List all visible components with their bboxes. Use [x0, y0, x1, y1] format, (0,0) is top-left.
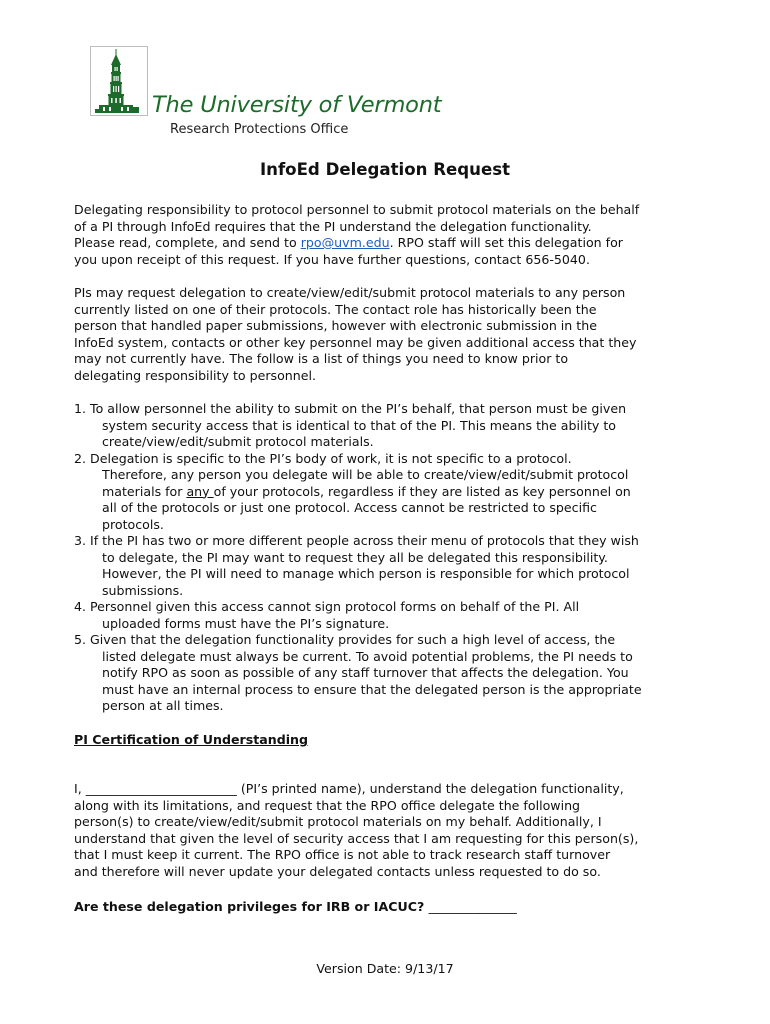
- certification-line: understand that given the level of security access that I am requesting for this person(s),: [74, 830, 639, 846]
- paragraph-line: person that handled paper submissions, however with electronic submission in the: [74, 318, 597, 333]
- answer-blank[interactable]: ______________: [428, 899, 517, 914]
- paragraph-line: may not currently have. The follow is a list of things you need to know prior to: [74, 351, 569, 366]
- delegation-paragraph: [74, 285, 704, 384]
- paragraph-line: currently listed on one of their protocols. The contact role has historically been the: [74, 301, 597, 317]
- certification-line: that I must keep it current. The RPO office is not able to track research staff turnover: [74, 847, 611, 862]
- version-date: Version Date: 9/13/17: [316, 961, 454, 976]
- intro-line: [74, 235, 704, 252]
- emphasis-any: any: [186, 483, 214, 499]
- intro-line: of a PI through InfoEd requires that the PI understand the delegation functionality.: [74, 218, 592, 234]
- list-item: 4. Personnel given this access cannot sign protocol forms on behalf of the PI. All: [74, 599, 580, 614]
- list-item-continuation: protocols.: [102, 516, 164, 532]
- list-item-continuation: must have an internal process to ensure that the delegated person is the appropriate: [102, 681, 642, 697]
- email-link[interactable]: rpo@uvm.edu: [300, 235, 390, 250]
- list-item-continuation: However, the PI will need to manage which person is responsible for which protocol: [102, 566, 630, 581]
- list-item-continuation: to delegate, the PI may want to request they all be delegated this responsibility.: [102, 549, 608, 565]
- certification-heading: PI Certification of Understanding: [74, 732, 309, 747]
- certification-line[interactable]: I, ________________________ (PI’s printed name), understand the delegation functionality,: [74, 781, 624, 796]
- intro-text: Please read, complete, and send to: [74, 235, 301, 250]
- certification-line: and therefore will never update your delegated contacts unless requested to do so.: [74, 863, 601, 879]
- certification-line: person(s) to create/view/edit/submit protocol materials on my behalf. Additionally, I: [74, 814, 602, 829]
- paragraph-line: InfoEd system, contacts or other key personnel may be given additional access that they: [74, 334, 637, 350]
- paragraph-line: PIs may request delegation to create/view/edit/submit protocol materials to any person: [74, 285, 626, 300]
- list-item: 5. Given that the delegation functionality provides for such a high level of access, the: [74, 632, 616, 647]
- list-item-continuation: person at all times.: [102, 698, 224, 713]
- list-item-continuation: uploaded forms must have the PI’s signature.: [102, 615, 390, 631]
- list-text: of your protocols, regardless if they are listed as key personnel on: [213, 483, 631, 499]
- list-item-continuation: all of the protocols or just one protocol. Access cannot be restricted to specific: [102, 500, 597, 515]
- list-item-continuation: create/view/edit/submit protocol materials.: [102, 434, 374, 449]
- office-name: Research Protections Office: [170, 122, 349, 137]
- list-text: materials for: [102, 483, 187, 499]
- irb-iacuc-question: [74, 899, 517, 914]
- list-item-continuation: Therefore, any person you delegate will be able to create/view/edit/submit protocol: [102, 467, 629, 482]
- intro-text: . RPO staff will set this delegation for: [389, 235, 623, 250]
- certification-line: along with its limitations, and request that the RPO office delegate the following: [74, 797, 581, 813]
- list-item-continuation: [74, 484, 714, 501]
- list-item-continuation: listed delegate must always be current. To avoid potential problems, the PI needs to: [102, 648, 633, 664]
- document-title: InfoEd Delegation Request: [259, 160, 511, 179]
- certification-paragraph: [74, 781, 714, 880]
- uvm-tower-icon: [91, 47, 147, 115]
- question-text: Are these delegation privileges for IRB or IACUC?: [74, 899, 429, 914]
- requirements-list: [74, 401, 714, 715]
- list-item: 3. If the PI has two or more different people across their menu of protocols that they wish: [74, 533, 639, 548]
- intro-line: Delegating responsibility to protocol personnel to submit protocol materials on the behalf: [74, 202, 640, 217]
- paragraph-line: delegating responsibility to personnel.: [74, 367, 316, 383]
- list-item-continuation: notify RPO as soon as possible of any staff turnover that affects the delegation. You: [102, 665, 629, 680]
- university-name: The University of Vermont: [152, 92, 442, 118]
- list-item: 2. Delegation is specific to the PI’s body of work, it is not specific to a protocol.: [74, 450, 572, 466]
- intro-paragraph: [74, 202, 704, 268]
- list-item-continuation: system security access that is identical to that of the PI. This means the ability to: [102, 417, 616, 433]
- list-item: 1. To allow personnel the ability to submit on the PI’s behalf, that person must be given: [74, 401, 627, 416]
- intro-line: you upon receipt of this request. If you have further questions, contact 656-5040.: [74, 251, 590, 267]
- list-item-continuation: submissions.: [102, 582, 184, 598]
- university-logo: [90, 46, 148, 116]
